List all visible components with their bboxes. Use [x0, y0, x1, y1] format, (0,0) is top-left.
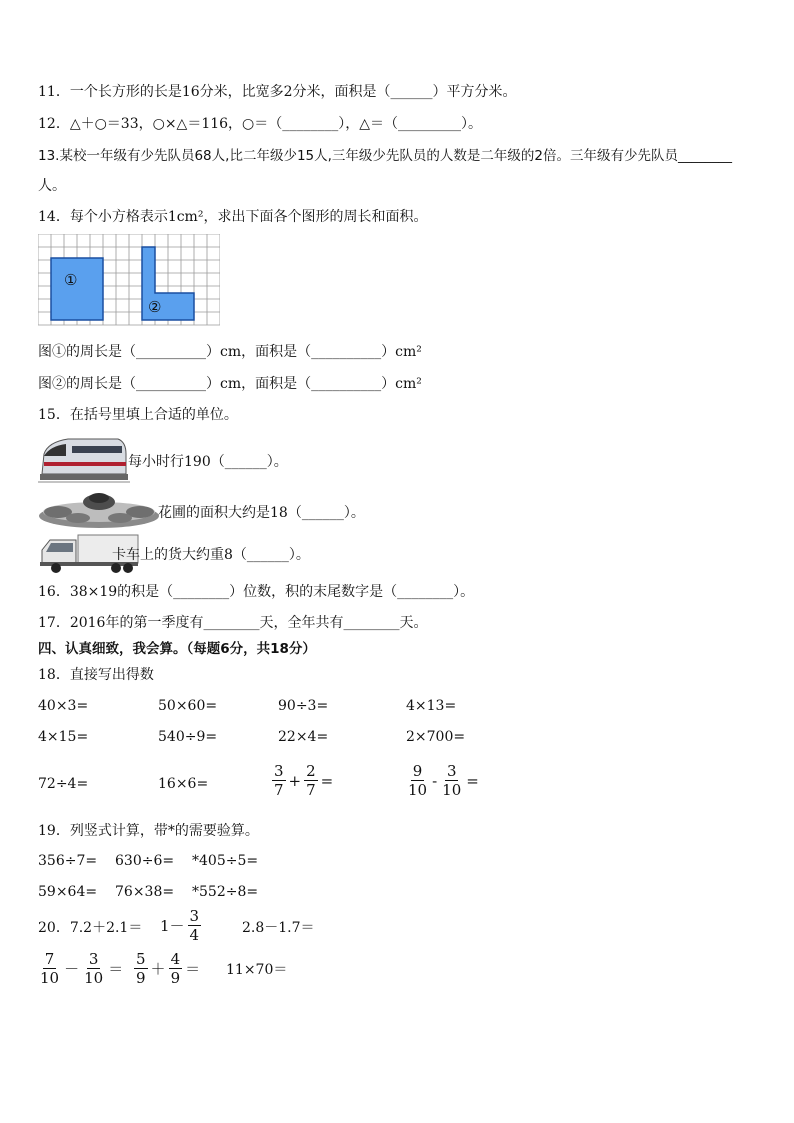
q18-item: 4×13= [406, 698, 457, 714]
question-13: 13.某校一年级有少先队员68人,比二年级少15人,三年级少先队员的人数是二年级的2倍。三年级有少先队员________ [38, 148, 732, 164]
question-15: 15．在括号里填上合适的单位。 [38, 407, 238, 423]
q18-item: 40×3= [38, 698, 89, 714]
grid-figure [38, 234, 220, 334]
q20-item: 11×70＝ [226, 962, 288, 978]
question-14-line-2: 图②的周长是（__________）cm，面积是（__________）cm² [38, 376, 422, 392]
q20-fraction-expression-1: 1－ $\frac{3}{4}$ [160, 907, 200, 944]
q18-fraction-expression-2: $\frac{9}{10}$ - $\frac{3}{10}$ = [408, 762, 479, 799]
q18-item: 4×15= [38, 729, 89, 745]
q20-fraction-expression-3: $\frac{5}{9}$ ＋ $\frac{4}{9}$ ＝ [136, 950, 201, 987]
question-11: 11．一个长方形的长是16分米，比宽多2分米，面积是（______）平方分米。 [38, 84, 517, 100]
q19-item: *552÷8= [192, 884, 259, 900]
shape-1-label: ① [64, 271, 78, 289]
q18-item: 22×4= [278, 729, 329, 745]
q18-item: 540÷9= [158, 729, 218, 745]
question-16: 16．38×19的积是（________）位数，积的末尾数字是（________）。 [38, 584, 475, 600]
q18-item: 16×6= [158, 776, 209, 792]
q19-item: 356÷7= [38, 853, 98, 869]
question-13-unit: 人。 [38, 178, 66, 194]
train-image [38, 434, 130, 486]
q20-item: 2.8－1.7＝ [242, 920, 315, 936]
q19-item: 76×38= [115, 884, 175, 900]
q20-fraction-expression-2: $\frac{7}{10}$ － $\frac{3}{10}$ ＝ [40, 950, 124, 987]
flowerbed-image [38, 488, 160, 530]
q18-item: 50×60= [158, 698, 218, 714]
question-15-a: 每小时行190（______）。 [128, 454, 288, 470]
question-18: 18．直接写出得数 [38, 667, 154, 683]
q19-item: *405÷5= [192, 853, 259, 869]
q19-item: 630÷6= [115, 853, 175, 869]
q18-fraction-expression-1: $\frac{3}{7}$ + $\frac{2}{7}$ = [274, 762, 334, 799]
question-14-line-1: 图①的周长是（__________）cm，面积是（__________）cm² [38, 344, 422, 360]
q18-item: 72÷4= [38, 776, 89, 792]
q18-item: 2×700= [406, 729, 466, 745]
question-14: 14．每个小方格表示1cm²，求出下面各个图形的周长和面积。 [38, 209, 428, 225]
shape-2-label: ② [148, 298, 162, 316]
q20-item: 20．7.2＋2.1＝ [38, 920, 143, 936]
question-19: 19．列竖式计算，带*的需要验算。 [38, 823, 259, 839]
section-4-heading: 四、认真细致，我会算。（每题6分，共18分） [38, 641, 316, 657]
question-12: 12．△＋○＝33，○×△＝116，○＝（________），△＝（_________）。 [38, 116, 483, 132]
shape-1-square [51, 258, 103, 320]
question-17: 17．2016年的第一季度有________天，全年共有________天。 [38, 615, 428, 631]
q19-item: 59×64= [38, 884, 98, 900]
question-15-b: 花圃的面积大约是18（______）。 [158, 505, 365, 521]
q18-item: 90÷3= [278, 698, 329, 714]
question-15-c: 卡车上的货大约重8（______）。 [112, 547, 310, 563]
